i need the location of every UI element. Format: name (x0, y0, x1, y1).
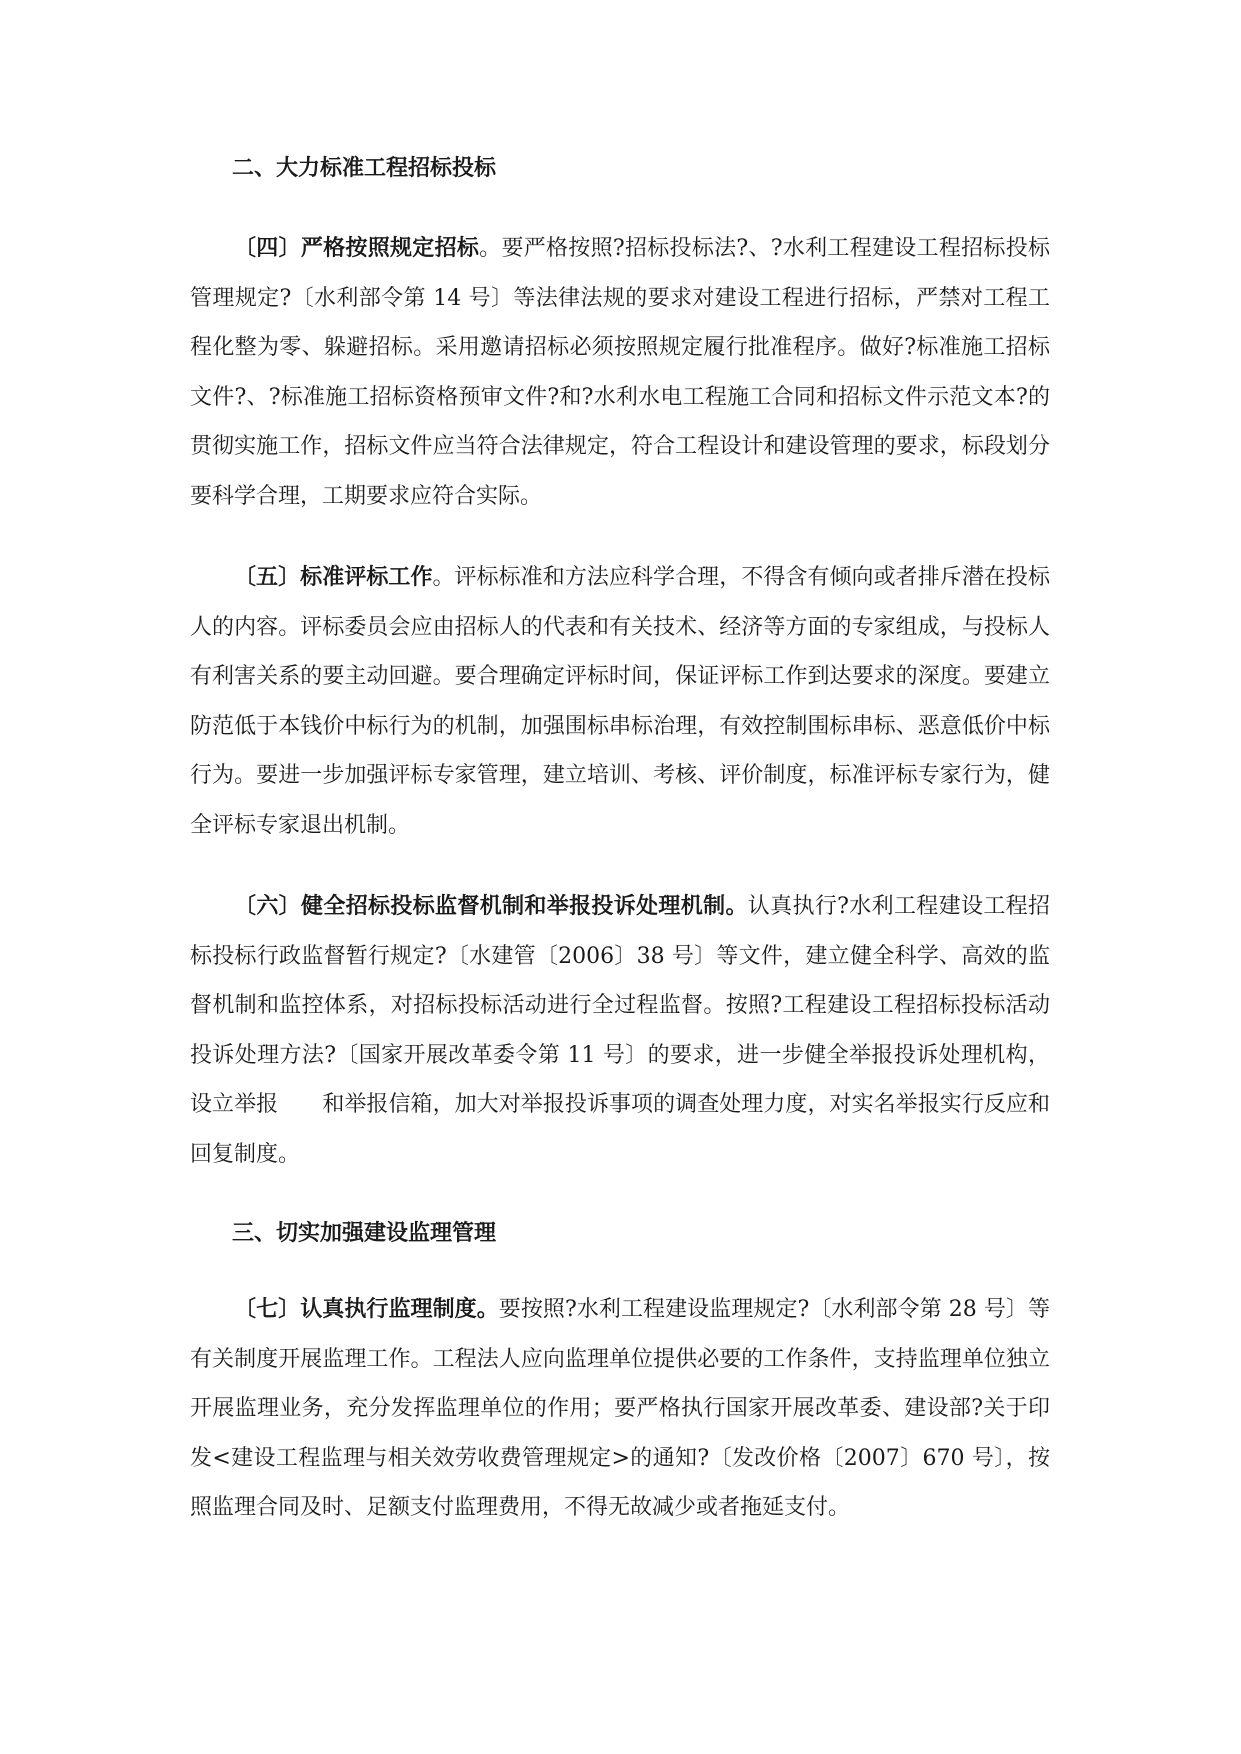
paragraph-6-lead: 〔六〕健全招标投标监督机制和举报投诉处理机制。 (234, 894, 748, 919)
paragraph-5-body: 。评标标准和方法应科学合理，不得含有倾向或者排斥潜在投标人的内容。评标委员会应由招标人的代表和有关技术、经济等方面的专家组成，与投标人有利害关系的要主动回避。要合理确定评标时间，保证评标工作到达要求的深度。要建立防范低于本钱价中标行为的机制，加强围标串标治理，有效控制围标串标、恶意低价中标行为。要进一步加强评标专家管理，建立培训、考核、评价制度，标准评标专家行为，健全评标专家退出机制。 (190, 565, 1050, 838)
paragraph-7 (190, 1285, 1050, 1533)
section-heading-3: 三、切实加强建设监理管理 (232, 1221, 497, 1246)
paragraph-7-body: 要按照?水利工程建设监理规定?〔水利部令第 28 号〕等有关制度开展监理工作。工程法人应向监理单位提供必要的工作条件，支持监理单位独立开展监理业务，充分发挥监理单位的作用；要严格执行国家开展改革委、建设部?关于印发<建设工程监理与相关效劳收费管理规定>的通知?〔发改价格〔2007〕670 号〕，按照监理合同及时、足额支付监理费用，不得无故减少或者拖延支付。 (190, 1297, 1050, 1520)
paragraph-4-body: 。要严格按照?招标投标法?、?水利工程建设工程招标投标管理规定?〔水利部令第 14 号〕等法律法规的要求对建设工程进行招标，严禁对工程工程化整为零、躲避招标。采用邀请招标必须按照规定履行批准程序。做好?标准施工招标文件?、?标准施工招标资格预审文件?和?水利水电工程施工合同和招标文件示范文本?的贯彻实施工作，招标文件应当符合法律规定，符合工程设计和建设管理的要求，标段划分要科学合理，工期要求应符合实际。 (190, 236, 1050, 509)
document-body (190, 154, 1050, 1533)
paragraph-5 (190, 553, 1050, 850)
paragraph-6 (190, 882, 1050, 1179)
paragraph-5-lead: 〔五〕标准评标工作 (234, 565, 433, 590)
paragraph-4-lead: 〔四〕严格按照规定招标 (234, 236, 480, 261)
paragraph-4 (190, 224, 1050, 521)
paragraph-6-body: 认真执行?水利工程建设工程招标投标行政监督暂行规定?〔水建管〔2006〕38 号〕等文件，建立健全科学、高效的监督机制和监控体系，对招标投标活动进行全过程监督。按照?工程建设工程招标投标活动投诉处理方法?〔国家开展改革委令第 11 号〕的要求，进一步健全举报投诉处理机构，设立举报 和举报信箱，加大对举报投诉事项的调查处理力度，对实名举报实行反应和回复制度。 (190, 894, 1050, 1167)
section-heading-2: 二、大力标准工程招标投标 (232, 156, 497, 181)
paragraph-7-lead: 〔七〕认真执行监理制度。 (234, 1297, 499, 1322)
